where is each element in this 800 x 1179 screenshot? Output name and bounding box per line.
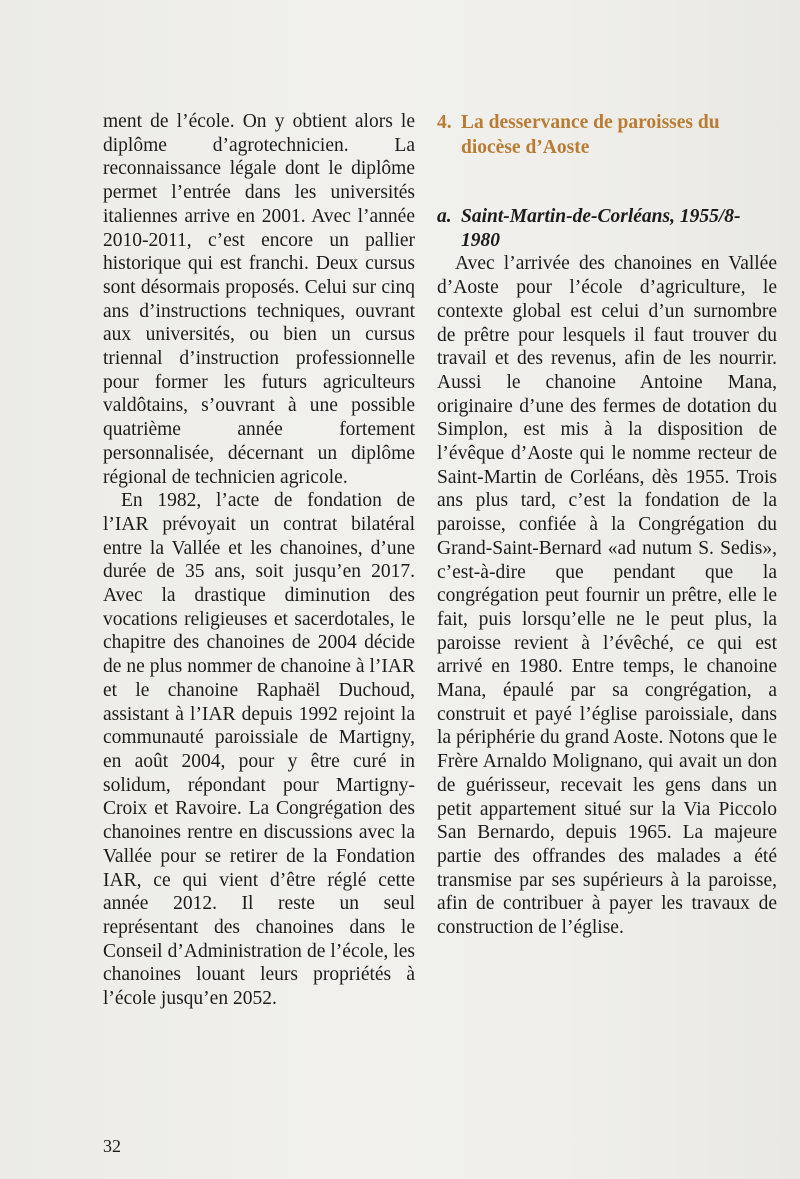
subsection-title: Saint-Martin-de-Corléans, 1955/8-1980	[461, 206, 741, 251]
subsection-letter: a.	[437, 206, 452, 227]
section-heading	[437, 110, 777, 160]
section-title: La desservance de paroisses du diocèse d’Aoste	[461, 112, 720, 158]
right-paragraph: Avec l’arrivée des chanoines en Vallée d’Aoste pour l’école d’agriculture, le contexte global est celui d’un surnombre de prêtre pour lesquels il faut trouver du travail et des revenus, afin de les nourrir. Aussi le chanoine Antoine Mana, originaire d’une des fermes de dotation du Simplon, est mis à la disposition de l’évêque d’Aoste qui le nomme recteur de Saint-Martin de Corléans, dès 1955. Trois ans plus tard, c’est la fondation de la paroisse, confiée à la Congrégation du Grand-Saint-Bernard «ad nutum S. Sedis», c’est-à-dire que pendant que la congrégation peut fournir un prêtre, elle le fait, puis lorsqu’elle ne le peut plus, la paroisse revient à l’évêché, ce qui est arrivé en 1980. Entre temps, le chanoine Mana, épaulé par sa congrégation, a construit et payé l’église paroissiale, dans la périphérie du grand Aoste. Notons que le Frère Arnaldo Molignano, qui avait un don de guérisseur, recevait les gens dans un petit appartement situé sur la Via Piccolo San Bernardo, depuis 1965. La majeure partie des offrandes des malades a été transmise par ses supérieurs à la paroisse, afin de contribuer à payer les travaux de construction de l’église.	[437, 253, 777, 939]
subsection-heading	[437, 205, 777, 252]
left-column	[103, 110, 415, 1011]
page-number: 32	[103, 1136, 121, 1156]
left-paragraph-1: ment de l’école. On y obtient alors le diplôme d’agrotechnicien. La reconnaissance légale dont le diplôme permet l’entrée dans les universités italiennes arrive en 2001. Avec l’année 2010-2011, c’est encore un pallier historique qui est franchi. Deux cursus sont désormais proposés. Celui sur cinq ans d’instructions techniques, ouvrant aux universités, ou bien un cursus triennal d’instruction professionnelle pour former les futurs agriculteurs valdôtains, s’ouvrant à une possible quatrième année fortement personnalisée, décernant un diplôme régional de technicien agricole.	[103, 111, 415, 488]
right-column	[437, 110, 777, 940]
section-number: 4.	[437, 112, 452, 133]
left-paragraph-2: En 1982, l’acte de fondation de l’IAR prévoyait un contrat bilatéral entre la Vallée et les chanoines, d’une durée de 35 ans, soit jusqu’en 2017. Avec la drastique diminution des vocations religieuses et sacerdotales, le chapitre des chanoines de 2004 décide de ne plus nommer de chanoine à l’IAR et le chanoine Raphaël Duchoud, assistant à l’IAR depuis 1992 rejoint la communauté paroissiale de Martigny, en août 2004, pour y être curé in solidum, répondant pour Martigny-Croix et Ravoire. La Congrégation des chanoines rentre en discussions avec la Vallée pour se retirer de la Fondation IAR, ce qui vient d’être réglé cette année 2012. Il reste un seul représentant des chanoines dans le Conseil d’Administration de l’école, les chanoines louant leurs propriétés à l’école jusqu’en 2052.	[103, 490, 415, 1010]
